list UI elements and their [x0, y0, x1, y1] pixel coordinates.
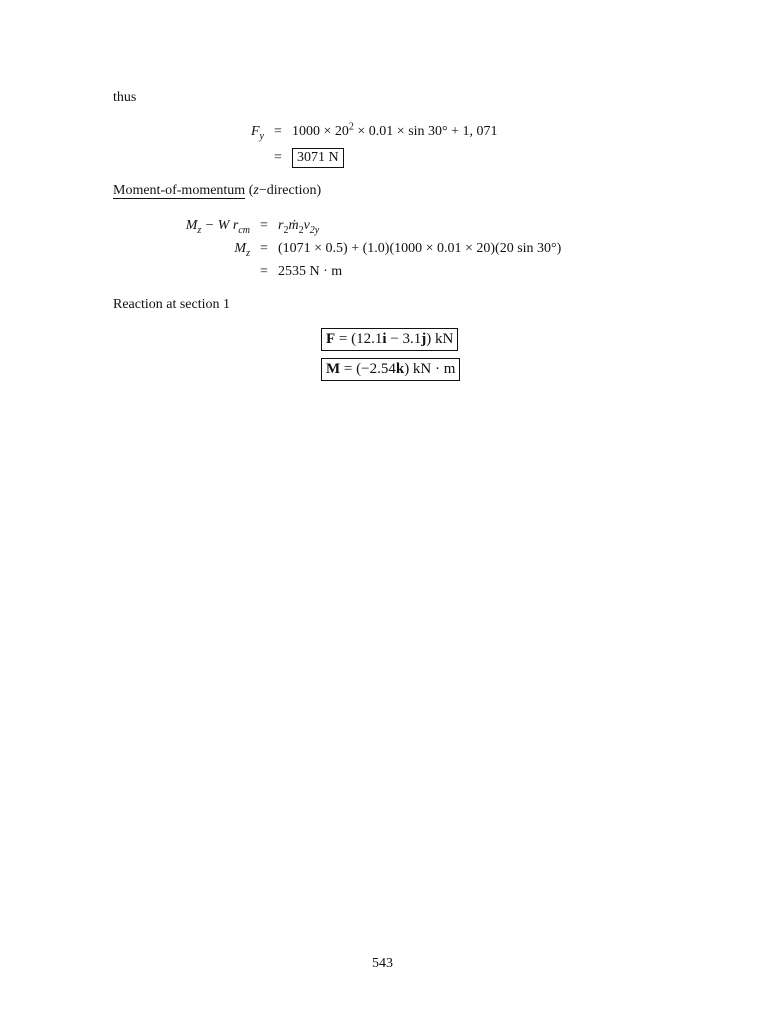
moment-row2-rel: = [260, 241, 268, 256]
moment-heading [113, 183, 321, 199]
moment-heading-paren: ( [248, 183, 254, 198]
moment-equation-row1 [170, 218, 319, 234]
moment-equation-row2 [170, 241, 561, 257]
result-force-box: F = (12.1i − 3.1j) kN [321, 328, 458, 351]
intro-text: thus [113, 90, 137, 105]
moment-row3-rel: = [260, 264, 268, 279]
fy-result-box: 3071 N [292, 148, 344, 168]
moment-row2-lhs: $M_z$ [234, 241, 250, 259]
fy-rel: = [274, 124, 282, 139]
moment-row3-rhs: 2535 N · m [278, 264, 343, 279]
result-moment-box: M = (−2.54k) kN · m [321, 358, 460, 381]
reaction-text: Reaction at section 1 [113, 297, 231, 312]
page-number: 543 [372, 956, 393, 971]
moment-heading-var: z [253, 183, 259, 198]
moment-heading-label: Moment-of-momentum [113, 183, 246, 198]
moment-row1-lhs: $M_z - W$ $r_{cm}$ [185, 218, 250, 236]
fy-lhs: $F_y$ [250, 124, 264, 142]
moment-row1-rhs: $r_2ṁ_2v_{2y}$ [278, 218, 320, 236]
moment-heading-rest: −direction) [258, 183, 322, 198]
fy-equation-line2 [264, 148, 344, 168]
fy-equation-line1 [240, 121, 498, 142]
fy-rel-2: = [274, 150, 282, 165]
moment-symbol: M [326, 361, 341, 377]
fy-rhs-expression: $1000 \times 20^2 \times 0.01 \times \sin 30^\circ + 1$, 071 [292, 121, 498, 139]
force-symbol: F [326, 331, 336, 347]
moment-row1-rel: = [260, 218, 268, 233]
moment-row2-rhs: (1071 × 0.5) + (1.0)(1000 × 0.01 × 20)(20 sin 30°) [278, 241, 562, 256]
moment-equation-row3 [170, 264, 342, 280]
